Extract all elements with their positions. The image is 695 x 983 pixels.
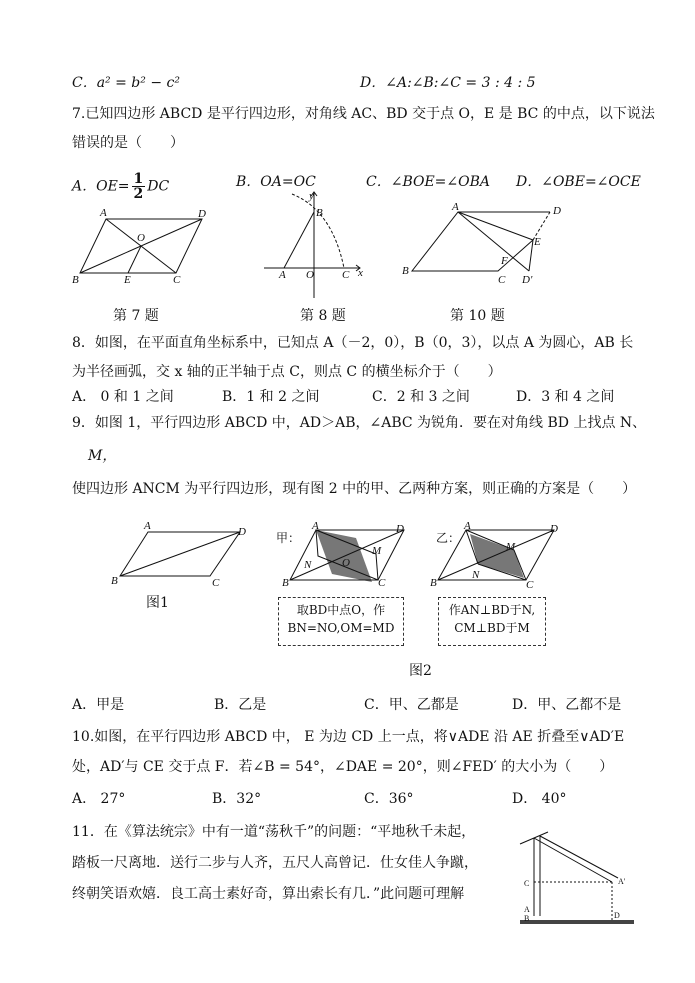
q9-jia-label: 甲： <box>276 531 301 545</box>
q8-stem-line1: 8．如图，在平面直角坐标系中，已知点 A（－2，0），B（0，3），以点 A 为圆心，AB 长 <box>72 335 634 351</box>
fig8-arc <box>292 194 344 268</box>
q7-option-a-suffix: DC <box>147 178 170 195</box>
q9-fig1-label-d: D <box>238 526 246 538</box>
q9-yi-method-box <box>438 597 546 646</box>
q9-jia-method-line1: 取BD中点O，作 <box>296 603 386 617</box>
q7-fraction <box>132 172 146 201</box>
q10-option-d: D． 40° <box>512 791 567 807</box>
fig8-segment-ab <box>284 212 314 268</box>
fig10-label-e: E <box>534 236 541 248</box>
q11-label-a-prime: A' <box>618 877 626 886</box>
q9-jia-label-d: D <box>396 523 404 535</box>
q7-option-a-prefix: A．OE= <box>72 178 130 195</box>
q11-stem-line2: 踏板一尺离地．送行二步与人齐，五尺人高曾记．仕女佳人争蹴， <box>72 855 478 871</box>
fig10-label-a: A <box>452 201 459 213</box>
q9-yi-label-c: C <box>526 579 534 591</box>
q9-option-b: B．乙是 <box>214 697 267 713</box>
q7-fraction-den: 2 <box>133 186 144 202</box>
fig8-label-y: y <box>309 190 314 202</box>
q7-fraction-num: 1 <box>133 171 144 187</box>
q8-option-a: A． 0 和 1 之间 <box>72 389 174 405</box>
q9-figure-jia <box>282 520 412 590</box>
q9-caption-fig2: 图2 <box>409 663 432 679</box>
caption-fig8: 第 8 题 <box>300 308 346 324</box>
q11-label-b: B <box>524 914 530 923</box>
q9-fig1-label-c: C <box>212 577 220 589</box>
fig8-label-x: x <box>358 267 363 279</box>
fig8-label-b: B <box>316 207 323 219</box>
q8-stem-line2: 为半径画弧，交 x 轴的正半轴于点 C，则点 C 的横坐标介于（ ） <box>72 364 502 380</box>
fig10-segment-ae <box>458 212 533 240</box>
q9-option-a: A．甲是 <box>72 697 125 713</box>
q9-yi-label-m: M <box>506 541 516 553</box>
fig10-label-f: F <box>501 255 508 267</box>
fig7-label-d: D <box>198 208 206 220</box>
q9-yi-label-d: D <box>550 523 558 535</box>
q8-option-c: C．2 和 3 之间 <box>372 389 470 405</box>
q9-stem-line3: 使四边形 ANCM 为平行四边形，现有图 2 中的甲、乙两种方案，则正确的方案是（ ） <box>72 481 637 497</box>
fig10-label-d: D <box>553 205 561 217</box>
q7-option-d: D．∠OBE=∠OCE <box>516 174 641 190</box>
figure-10 <box>398 200 568 290</box>
q9-option-d: D．甲、乙都不是 <box>512 697 622 713</box>
q7-stem-line1: 7.已知四边形 ABCD 是平行四边形，对角线 AC、BD 交于点 O，E 是 BC 的中点，以下说法 <box>72 106 655 122</box>
q9-jia-label-o: O <box>342 557 350 569</box>
q10-stem-line1: 10.如图，在平行四边形 ABCD 中， E 为边 CD 上一点，将∨ADE 沿 AE 折叠至∨AD′E <box>72 729 625 745</box>
q11-label-d: D <box>614 911 620 920</box>
fig7-segment-oe <box>128 246 141 273</box>
q9-yi-method-line2: CM⊥BD于M <box>454 621 530 635</box>
fig7-label-e: E <box>124 274 131 286</box>
fig7-label-o: O <box>137 232 145 244</box>
q9-fig1-label-a: A <box>144 520 151 532</box>
q9-jia-method-line2: BN=NO,OM=MD <box>287 621 395 635</box>
fig10-label-b: B <box>402 265 409 277</box>
q11-rope-swung-2 <box>540 836 618 878</box>
q6-option-c: C．a² = b² − c² <box>72 75 180 91</box>
q9-jia-label-b: B <box>282 577 289 589</box>
q9-caption-fig1: 图1 <box>146 595 169 611</box>
q8-option-b: B．1 和 2 之间 <box>222 389 320 405</box>
q11-stem-line1: 11．在《算法统宗》中有一道“荡秋千”的问题：“平地秋千未起， <box>72 824 476 840</box>
q9-yi-label-n: N <box>472 569 480 581</box>
q9-yi-label-a: A <box>464 520 471 532</box>
q9-figure-1 <box>108 518 258 593</box>
q9-yi-diagonal <box>438 530 554 580</box>
q10-stem-line2: 处，AD′与 CE 交于点 F．若∠B = 54°，∠DAE = 20°，则∠FED′ 的大小为（ ） <box>72 759 614 775</box>
q10-option-b: B．32° <box>212 791 262 807</box>
figure-7 <box>70 205 230 290</box>
q9-jia-label-m: M <box>372 545 382 557</box>
q8-option-d: D．3 和 4 之间 <box>516 389 615 405</box>
q6-option-d: D．∠A:∠B:∠C = 3 : 4 : 5 <box>360 75 536 91</box>
caption-fig10: 第 10 题 <box>450 308 505 324</box>
fig10-segment-ed-prime <box>529 240 533 271</box>
q9-jia-method-box <box>278 597 404 646</box>
fig8-label-c: C <box>342 269 350 281</box>
q11-ground <box>520 920 634 924</box>
q9-option-c: C．甲、乙都是 <box>364 697 459 713</box>
fig8-label-a: A <box>279 269 286 281</box>
q11-label-a: A <box>524 905 530 914</box>
q10-option-a: A． 27° <box>72 791 126 807</box>
figure-8 <box>262 190 372 290</box>
fig7-label-c: C <box>173 274 181 286</box>
q9-stem-line2: M， <box>88 448 117 464</box>
fig10-label-d-prime: D' <box>522 274 533 286</box>
q11-label-c: C <box>524 879 530 888</box>
q9-yi-label: 乙： <box>436 531 461 545</box>
fig7-label-a: A <box>100 207 107 219</box>
q7-option-c: C．∠BOE=∠OBA <box>366 174 491 190</box>
fig10-label-c: C <box>498 274 506 286</box>
q9-yi-label-b: B <box>430 577 437 589</box>
fig8-label-o: O <box>306 269 314 281</box>
q7-stem-line2: 错误的是（ ） <box>72 135 184 151</box>
q9-figure-yi <box>430 520 560 590</box>
q9-jia-label-c: C <box>378 577 386 589</box>
q11-swing-figure <box>514 828 639 938</box>
q11-stem-line3: 终朝笑语欢嬉．良工高士素好奇，算出索长有几．”此问题可理解 <box>72 886 465 902</box>
q9-fig1-diagonal-bd <box>120 532 240 576</box>
q10-option-c: C．36° <box>364 791 414 807</box>
caption-fig7: 第 7 题 <box>113 308 159 324</box>
q7-option-b: B．OA=OC <box>236 174 316 190</box>
fig7-label-b: B <box>72 274 79 286</box>
q9-jia-label-a: A <box>312 520 319 532</box>
q9-stem-line1: 9．如图 1，平行四边形 ABCD 中，AD＞AB，∠ABC 为锐角．要在对角线 BD 上找点 N、 <box>72 415 647 431</box>
q9-jia-label-n: N <box>304 559 312 571</box>
q9-fig1-label-b: B <box>111 575 118 587</box>
fig10-segment-ad-prime <box>458 212 529 271</box>
q9-yi-method-line1: 作AN⊥BD于N, <box>448 603 536 617</box>
q11-rope-swung <box>534 838 612 882</box>
q7-option-a <box>72 172 169 201</box>
